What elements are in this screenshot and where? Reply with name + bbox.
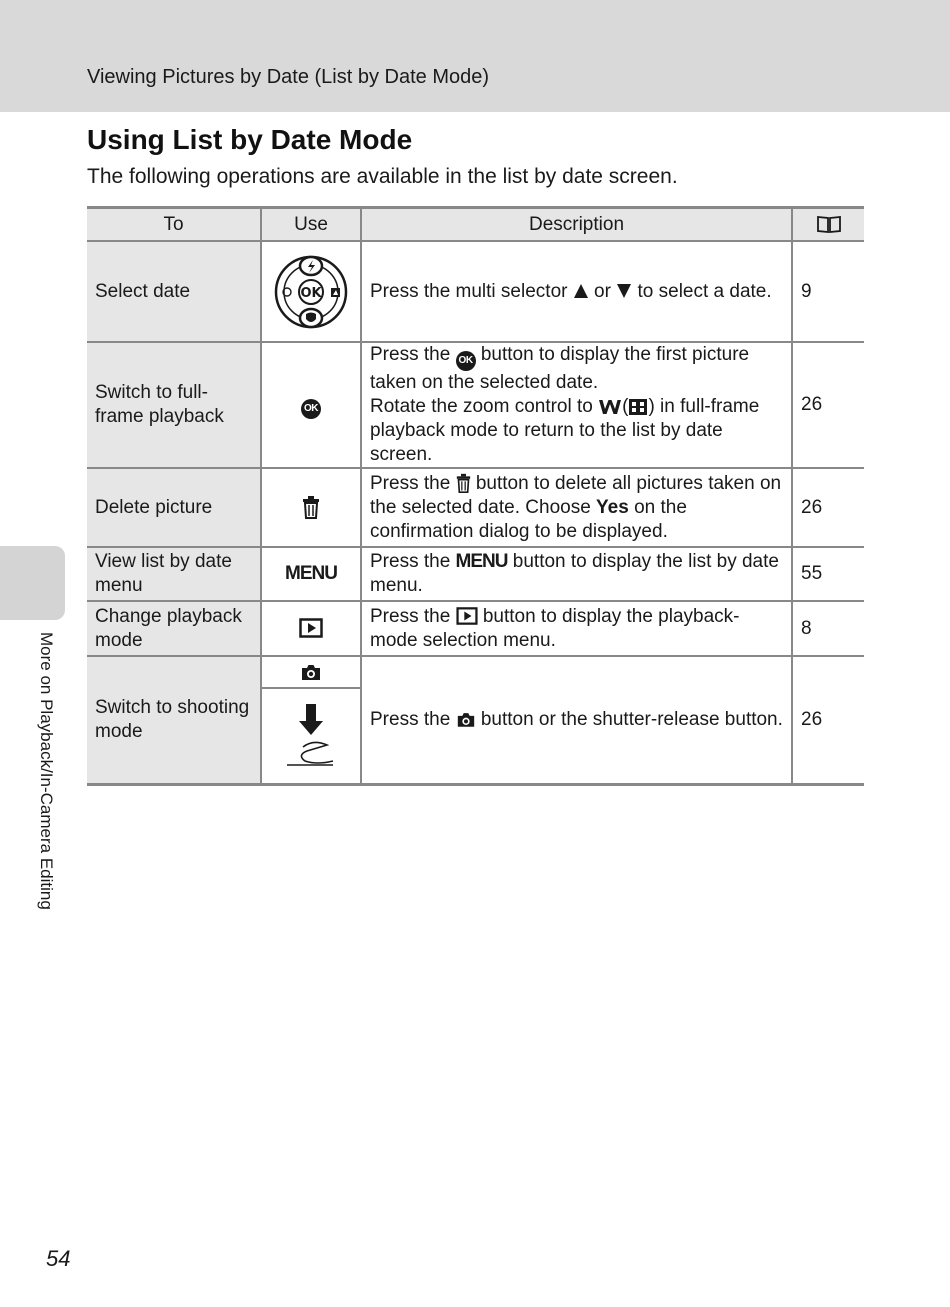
table-row xyxy=(87,601,864,656)
chapter-tab xyxy=(0,546,65,620)
row-use xyxy=(261,468,361,547)
menu-button-glyph: MENU xyxy=(455,551,508,572)
table-row xyxy=(87,547,864,601)
intro-text: The following operations are available in the list by date screen. xyxy=(87,165,678,188)
row-reference: 26 xyxy=(792,342,864,468)
row-use xyxy=(261,547,361,601)
row-to: Delete picture xyxy=(87,468,261,547)
row-to: Change playback mode xyxy=(87,601,261,656)
playback-icon xyxy=(456,607,478,625)
ok-button-icon: OK xyxy=(301,399,321,419)
row-to: View list by date menu xyxy=(87,547,261,601)
row-description: Press the multi selector or to select a date. xyxy=(361,241,792,342)
row-reference: 55 xyxy=(792,547,864,601)
svg-text:OK: OK xyxy=(300,285,322,301)
ok-button-icon: OK xyxy=(456,351,476,371)
row-description: Press the OK button to display the first picture taken on the selected date. Rotate the zoom control to ( ) in full-frame playback mode to return to the list by date screen. xyxy=(361,342,792,468)
row-description: Press the MENU button to display the list by date menu. xyxy=(361,547,792,601)
chapter-label: More on Playback/In-Camera Editing xyxy=(37,632,56,910)
row-use xyxy=(261,241,361,342)
operations-table xyxy=(87,206,864,786)
use-subcell-shutter xyxy=(262,689,360,783)
table-row xyxy=(87,342,864,468)
use-subcell-camera xyxy=(262,657,360,689)
row-use xyxy=(261,601,361,656)
row-use xyxy=(261,656,361,785)
row-description: Press the button to display the playback-mode selection menu. xyxy=(361,601,792,656)
wide-zoom-icon xyxy=(598,398,622,416)
page-header xyxy=(0,0,950,112)
thumbnail-grid-icon xyxy=(628,398,648,416)
page-title: Using List by Date Mode xyxy=(87,124,413,155)
page-number: 54 xyxy=(46,1246,71,1271)
header-use: Use xyxy=(261,208,361,242)
trash-icon xyxy=(456,473,471,493)
row-description: Press the button to delete all pictures taken on the selected date. Choose Yes on the confirmation dialog to be displayed. xyxy=(361,468,792,547)
row-to: Switch to shooting mode xyxy=(87,656,261,785)
table-header-row xyxy=(87,208,864,242)
multi-selector-icon xyxy=(273,249,349,335)
trash-icon xyxy=(302,495,320,519)
playback-icon xyxy=(299,618,323,638)
shutter-press-icon xyxy=(283,701,339,771)
section-title: Viewing Pictures by Date (List by Date Mode) xyxy=(87,66,490,88)
header-to: To xyxy=(87,208,261,242)
up-arrow-icon xyxy=(573,283,589,299)
table-row xyxy=(87,656,864,785)
row-use xyxy=(261,342,361,468)
row-reference: 9 xyxy=(792,241,864,342)
table-row xyxy=(87,241,864,342)
camera-icon xyxy=(300,663,322,681)
row-description: Press the button or the shutter-release button. xyxy=(361,656,792,785)
camera-icon xyxy=(456,711,476,728)
menu-button-label: MENU xyxy=(285,563,337,584)
book-icon xyxy=(816,215,842,233)
row-reference: 8 xyxy=(792,601,864,656)
row-reference: 26 xyxy=(792,468,864,547)
row-reference: 26 xyxy=(792,656,864,785)
table-row xyxy=(87,468,864,547)
row-to: Select date xyxy=(87,241,261,342)
header-reference xyxy=(792,208,864,242)
header-description: Description xyxy=(361,208,792,242)
down-arrow-icon xyxy=(616,283,632,299)
row-to: Switch to full-frame playback xyxy=(87,342,261,468)
